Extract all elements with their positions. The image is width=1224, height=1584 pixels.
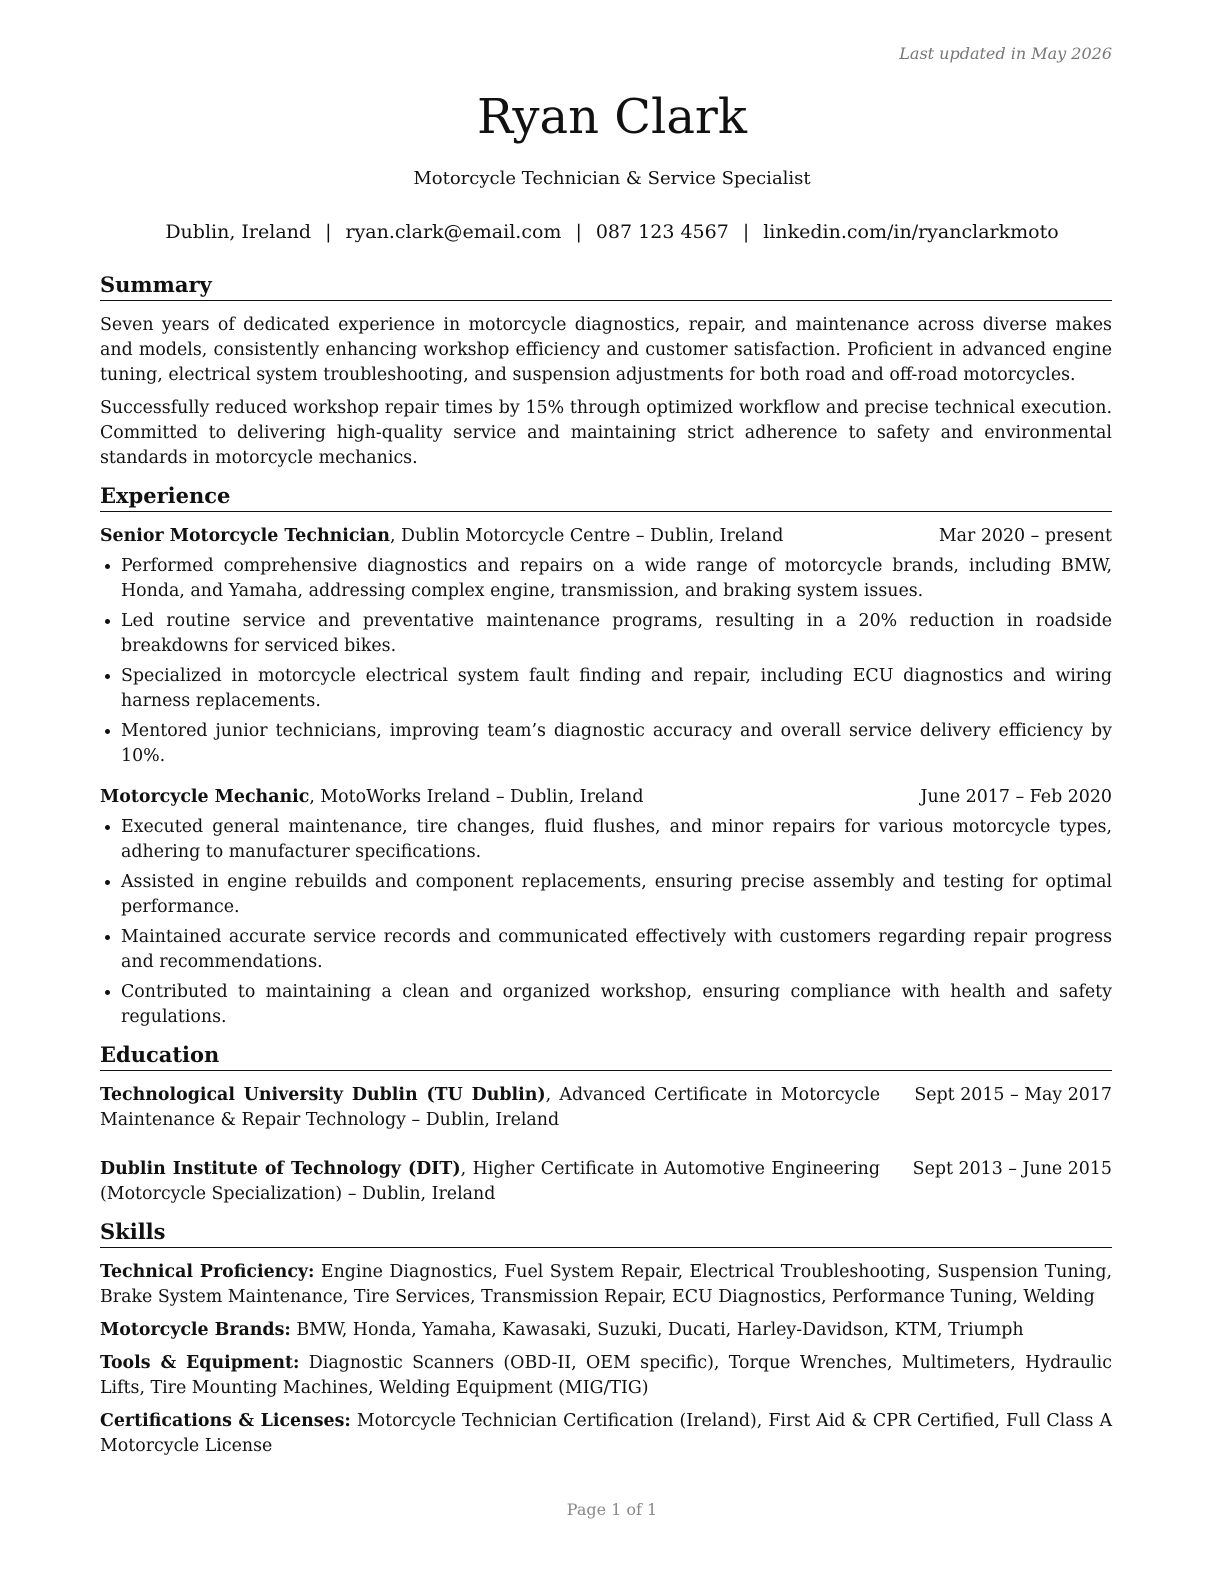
- section-heading: Skills: [100, 1217, 1112, 1248]
- job-entry: [100, 785, 1112, 1030]
- job-org: , Dublin Motorcycle Centre – Dublin, Ireland: [389, 526, 784, 546]
- section-heading: Summary: [100, 270, 1112, 301]
- experience-section: [100, 481, 1112, 1030]
- education-school: Dublin Institute of Technology (DIT): [100, 1159, 461, 1179]
- list-item: • Mentored junior technicians, improving team’s diagnostic accuracy and overall service delivery efficiency by 10%.: [121, 719, 1112, 769]
- contact-location: Dublin, Ireland: [165, 221, 312, 243]
- summary-paragraph: Successfully reduced workshop repair times by 15% through optimized workflow and precise technical execution. Committed to delivering high-quality service and maintaining strict adherence to safety and environmental standards in motorcycle mechanics.: [100, 398, 1112, 468]
- list-item: • Maintained accurate service records and communicated effectively with customers regarding repair progress and recommendations.: [121, 925, 1112, 975]
- education-dates: Sept 2013 – June 2015: [912, 1159, 1112, 1179]
- candidate-title: Motorcycle Technician & Service Specialist: [413, 168, 811, 189]
- education-program: , Advanced Certificate in Motorcycle Maintenance & Repair Technology – Dublin, Ireland: [100, 1085, 880, 1130]
- skill-value: Motorcycle Technician Certification (Ireland), First Aid & CPR Certified, Full Class A Motorcycle License: [100, 1411, 1113, 1456]
- job-bullets: [100, 554, 1112, 769]
- skill-line: [100, 1318, 1112, 1343]
- job-org: , MotoWorks Ireland – Dublin, Ireland: [309, 787, 644, 807]
- page-number: Page 1 of 1: [566, 1500, 658, 1519]
- skill-value: Engine Diagnostics, Fuel System Repair, Electrical Troubleshooting, Suspension Tuning, Brake System Maintenance, Tire Services, Transmission Repair, ECU Diagnostics, Performance Tuning, Welding: [100, 1262, 1112, 1307]
- education-school: Technological University Dublin (TU Dublin): [100, 1085, 546, 1105]
- job-role: Motorcycle Mechanic: [100, 787, 310, 807]
- resume-body: [100, 270, 1112, 1469]
- education-details: [100, 1083, 880, 1133]
- list-item: • Contributed to maintaining a clean and organized workshop, ensuring compliance with health and safety regulations.: [121, 980, 1112, 1030]
- candidate-name: Ryan Clark: [477, 89, 747, 145]
- list-item: • Performed comprehensive diagnostics and repairs on a wide range of motorcycle brands, including BMW, Honda, and Yamaha, addressing complex engine, transmission, and braking system issues.: [121, 554, 1112, 604]
- education-section: [100, 1040, 1112, 1207]
- contact-email[interactable]: ryan.clark@email.com: [345, 221, 562, 243]
- skill-value: BMW, Honda, Yamaha, Kawasaki, Suzuki, Ducati, Harley-Davidson, KTM, Triumph: [290, 1320, 1024, 1340]
- section-heading: Experience: [100, 481, 1112, 512]
- job-title-line: [100, 524, 783, 549]
- job-role: Senior Motorcycle Technician: [100, 526, 390, 546]
- skill-label: Certifications & Licenses:: [100, 1411, 351, 1431]
- summary-section: [100, 270, 1112, 471]
- skill-label: Tools & Equipment:: [100, 1353, 300, 1373]
- skills-section: [100, 1217, 1112, 1459]
- skill-line: [100, 1351, 1112, 1401]
- job-dates: Mar 2020 – present: [938, 526, 1112, 546]
- skill-value: Diagnostic Scanners (OBD-II, OEM specific), Torque Wrenches, Multimeters, Hydraulic Lifts, Tire Mounting Machines, Welding Equipment (MIG/TIG): [100, 1353, 1112, 1398]
- list-item: • Executed general maintenance, tire changes, fluid flushes, and minor repairs for various motorcycle types, adhering to manufacturer specifications.: [121, 815, 1112, 865]
- job-bullets: [100, 815, 1112, 1030]
- job-header: [100, 524, 1112, 549]
- job-entry: [100, 524, 1112, 769]
- section-heading: Education: [100, 1040, 1112, 1071]
- education-entry: [100, 1157, 1112, 1207]
- skill-label: Motorcycle Brands:: [100, 1320, 291, 1340]
- job-dates: June 2017 – Feb 2020: [920, 787, 1112, 807]
- summary-paragraph: Seven years of dedicated experience in motorcycle diagnostics, repair, and maintenance across diverse makes and models, consistently enhancing workshop efficiency and customer satisfaction. Proficient in advanced engine tuning, electrical system troubleshooting, and suspension adjustments for both road and off-road motorcycles.: [100, 315, 1112, 385]
- contact-separator: |: [575, 221, 582, 243]
- skill-line: [100, 1260, 1112, 1310]
- skill-line: [100, 1409, 1112, 1459]
- contact-linkedin[interactable]: linkedin.com/in/ryanclarkmoto: [763, 221, 1059, 243]
- job-header: [100, 785, 1112, 810]
- list-item: • Specialized in motorcycle electrical system fault finding and repair, including ECU diagnostics and wiring harness replacements.: [121, 664, 1112, 714]
- list-item: • Led routine service and preventative maintenance programs, resulting in a 20% reduction in roadside breakdowns for serviced bikes.: [121, 609, 1112, 659]
- contact-separator: |: [325, 221, 332, 243]
- last-updated: Last updated in May 2026: [899, 44, 1112, 63]
- job-title-line: [100, 785, 643, 810]
- contact-phone[interactable]: 087 123 4567: [595, 221, 729, 243]
- skill-label: Technical Proficiency:: [100, 1262, 315, 1282]
- education-dates: Sept 2015 – May 2017: [914, 1085, 1112, 1105]
- contact-line: [0, 218, 1224, 246]
- education-program: , Higher Certificate in Automotive Engineering (Motorcycle Specialization) – Dublin, Ireland: [100, 1159, 880, 1204]
- list-item: • Assisted in engine rebuilds and component replacements, ensuring precise assembly and testing for optimal performance.: [121, 870, 1112, 920]
- education-details: [100, 1157, 880, 1207]
- contact-separator: |: [742, 221, 750, 243]
- education-entry: [100, 1083, 1112, 1133]
